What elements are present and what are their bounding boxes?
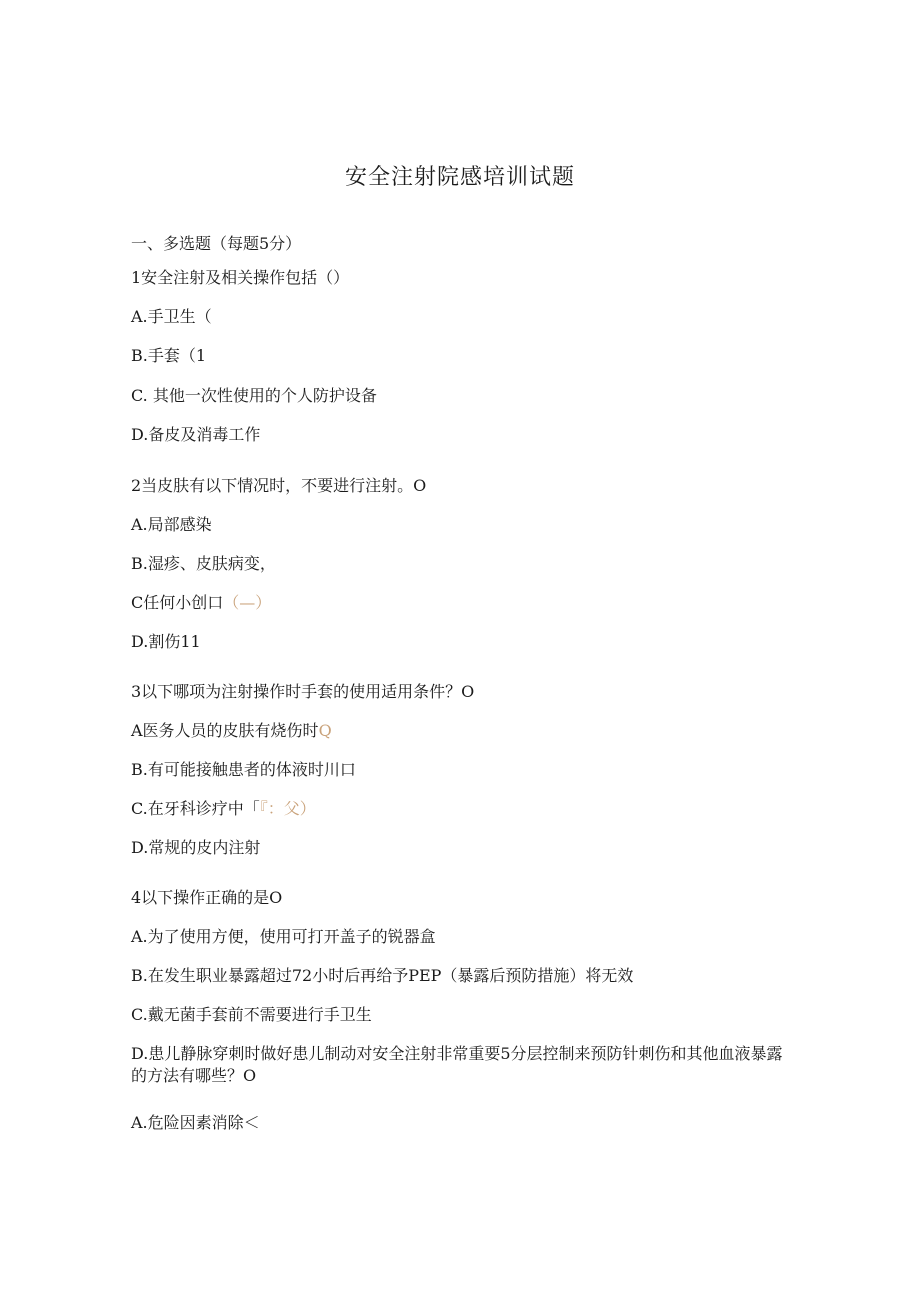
question-1-option-a xyxy=(131,306,212,328)
option-text: D.备皮及消毒工作 xyxy=(131,425,261,444)
option-text: C.戴无菌手套前不需要进行手卫生 xyxy=(131,1005,372,1024)
question-3-option-c xyxy=(131,798,316,820)
question-4-option-c xyxy=(131,1004,372,1026)
option-text: D.患儿静脉穿刺时做好患儿制动对安全注射非常重要5分层控制来预防针刺伤和其他血液暴露的方法有哪些？O xyxy=(131,1044,783,1085)
question-5-option-a: A.危险因素消除＜ xyxy=(131,1113,260,1132)
option-text: A.局部感染 xyxy=(131,515,212,534)
option-text: D.割伤11 xyxy=(131,632,201,651)
question-2-stem: 2当皮肤有以下情况时，不要进行注射。O xyxy=(131,476,427,495)
question-2-option-c xyxy=(131,592,271,614)
question-2-option-d xyxy=(131,631,201,653)
question-4-option-d xyxy=(131,1043,791,1087)
question-1-option-c xyxy=(131,385,377,407)
option-text: B.湿疹、皮肤病变， xyxy=(131,554,276,573)
option-text: C任何小创口 xyxy=(131,593,224,612)
option-text: A医务人员的皮肤有烧伤时 xyxy=(131,721,319,740)
option-text: A.为了使用方便，使用可打开盖子的锐器盒 xyxy=(131,927,436,946)
option-text: A.手卫生（ xyxy=(131,307,212,326)
question-4-stem: 4以下操作正确的是O xyxy=(131,888,283,907)
question-3-option-d xyxy=(131,837,260,859)
question-4-option-a xyxy=(131,926,436,948)
question-3-option-b xyxy=(131,759,356,781)
option-faint-mark: 『：父） xyxy=(259,799,316,818)
option-text: C. 其他一次性使用的个人防护设备 xyxy=(131,386,377,405)
question-1-option-d xyxy=(131,424,260,446)
option-text: D.常规的皮内注射 xyxy=(131,838,261,857)
question-2-option-b xyxy=(131,553,276,575)
question-3-option-a xyxy=(131,720,332,742)
section-heading: 一、多选题（每题5分） xyxy=(131,234,302,253)
question-2-option-a xyxy=(131,514,212,536)
question-4-option-b xyxy=(131,965,633,987)
option-text: B.手套（1 xyxy=(131,346,207,365)
question-1-option-b xyxy=(131,345,206,367)
question-3-stem: 3以下哪项为注射操作时手套的使用适用条件？O xyxy=(131,682,475,701)
option-faint-mark: Q xyxy=(318,721,332,740)
option-text: B.有可能接触患者的体液时川口 xyxy=(131,760,356,779)
option-text: C.在牙科诊疗中「 xyxy=(131,799,260,818)
page-title: 安全注射院感培训试题 xyxy=(344,165,575,190)
question-1-stem: 1安全注射及相关操作包括（） xyxy=(131,268,350,287)
option-text: B.在发生职业暴露超过72小时后再给予PEP（暴露后预防措施）将无效 xyxy=(131,966,634,985)
option-faint-mark: （—） xyxy=(223,593,272,612)
